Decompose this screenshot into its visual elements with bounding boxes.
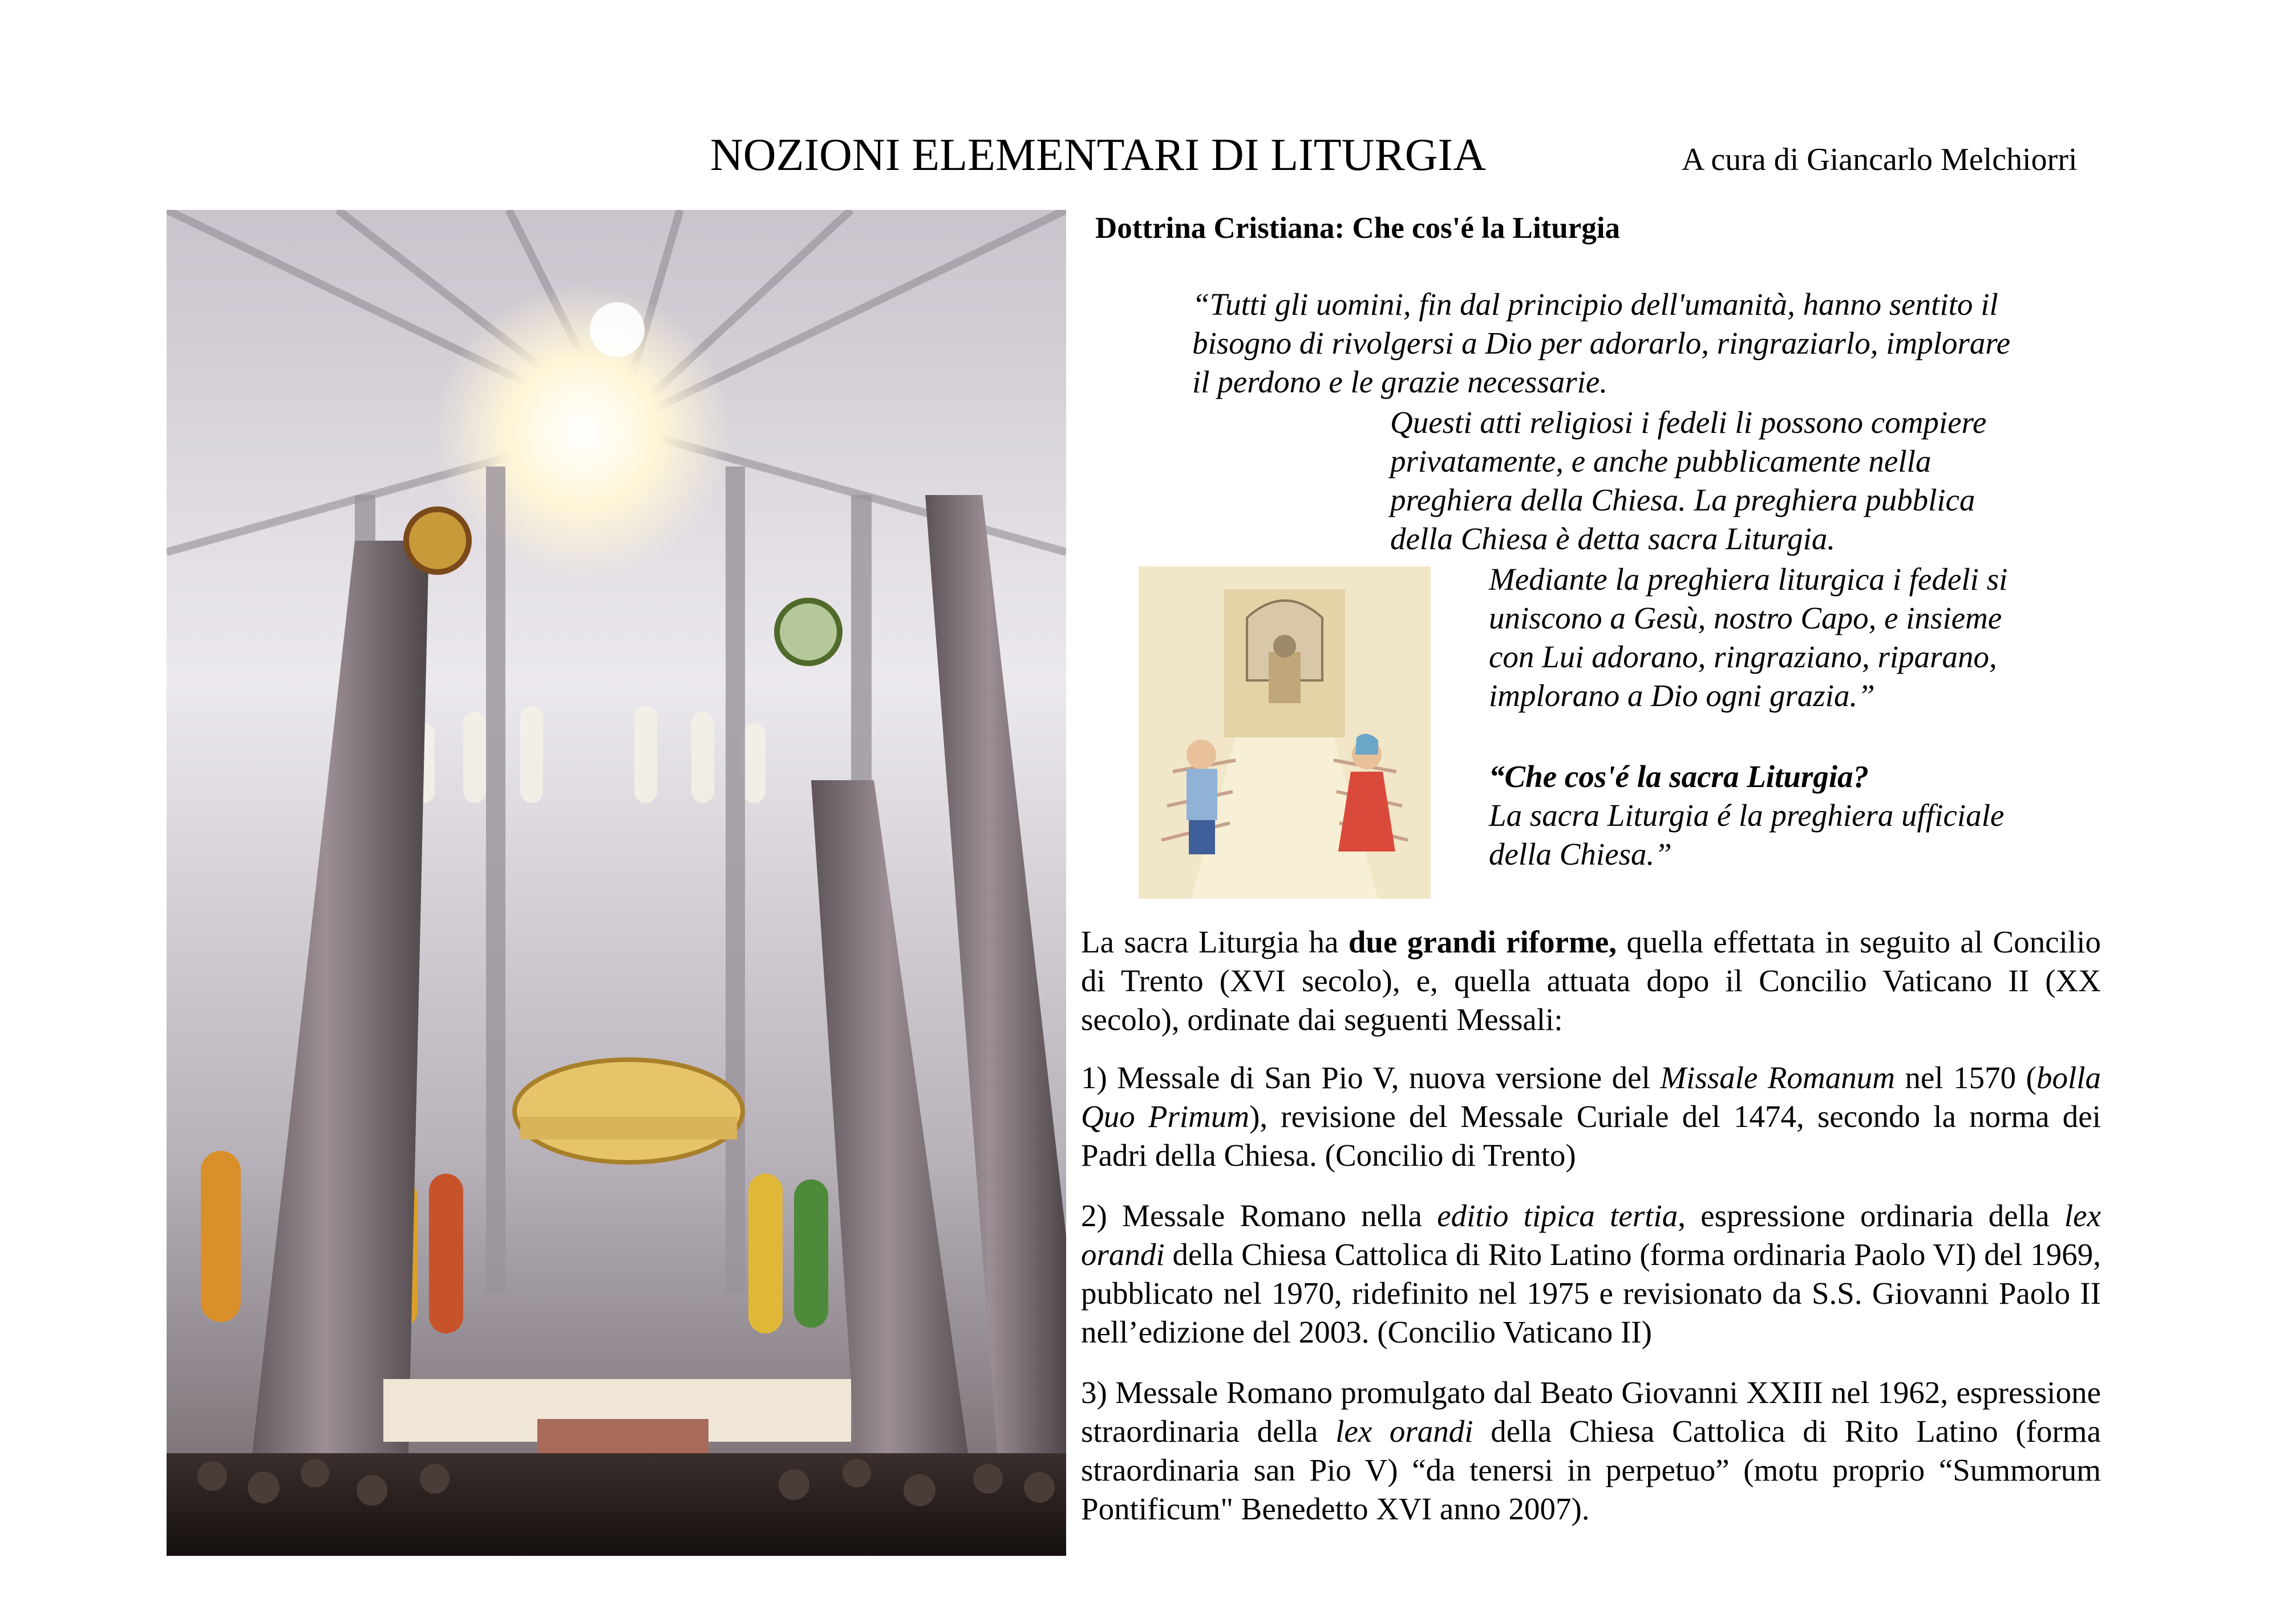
quote-line: privatamente, e anche pubblicamente nella <box>1390 444 1931 479</box>
quote-line: La sacra Liturgia é la preghiera ufficiale <box>1489 798 2005 833</box>
intro-paragraph: La sacra Liturgia ha due grandi riforme, quella effettata in seguito al Concilio di Trento (XVI secolo), e, quella attuata dopo il Concilio Vaticano II (XX secolo), ordinate dai seguenti Messali: <box>1081 924 2101 1037</box>
quote-line: uniscono a Gesù, nostro Capo, e insieme <box>1489 601 2002 635</box>
church-illustration <box>1139 566 1431 899</box>
quote-line: bisogno di rivolgersi a Dio per adorarlo, ringraziarlo, implorare <box>1192 326 2011 360</box>
missal-paragraph-1: 1) Messale di San Pio V, nuova versione del Missale Romanum nel 1570 (bolla Quo Primum), revisione del Messale Curiale del 1474, secondo la norma dei Padri della Chiesa. (Concilio di Trento) <box>1081 1060 2101 1173</box>
quote-line: della Chiesa.” <box>1489 837 1672 871</box>
quote-line: con Lui adorano, ringraziano, riparano, <box>1489 639 1997 674</box>
cathedral-interior-photo <box>167 210 1066 1556</box>
author-credit: A cura di Giancarlo Melchiorri <box>1682 142 2078 177</box>
quote-line: Mediante la preghiera liturgica i fedeli si <box>1489 562 2008 597</box>
catechism-question: “Che cos'é la sacra Liturgia? <box>1489 759 1869 794</box>
quote-line: implorano a Dio ogni grazia.” <box>1489 678 1875 713</box>
quote-line: Questi atti religiosi i fedeli li possono compiere <box>1390 405 1987 440</box>
section-subtitle: Dottrina Cristiana: Che cos'é la Liturgia <box>1095 212 1621 245</box>
quote-line: della Chiesa è detta sacra Liturgia. <box>1390 521 1836 556</box>
missal-paragraph-3: 3) Messale Romano promulgato dal Beato Giovanni XXIII nel 1962, espressione straordinaria della lex orandi della Chiesa Cattolica di Rito Latino (forma straordinaria san Pio V) “da tenersi in perpetuo” (motu proprio “Summorum Pontificum" Benedetto XVI anno 2007). <box>1081 1375 2101 1526</box>
quote-line: preghiera della Chiesa. La preghiera pubblica <box>1390 482 1975 517</box>
quote-line: “Tutti gli uomini, fin dal principio dell'umanità, hanno sentito il <box>1192 287 1998 322</box>
missal-paragraph-2: 2) Messale Romano nella editio tipica tertia, espressione ordinaria della lex orandi della Chiesa Cattolica di Rito Latino (forma ordinaria Paolo VI) del 1969, pubblicato nel 1970, ridefinito nel 1975 e revisionato da S.S. Giovanni Paolo II nell’edizione del 2003. (Concilio Vaticano II) <box>1081 1198 2101 1349</box>
page-title: NOZIONI ELEMENTARI DI LITURGIA <box>710 130 1486 180</box>
quote-line: il perdono e le grazie necessarie. <box>1192 364 1608 399</box>
